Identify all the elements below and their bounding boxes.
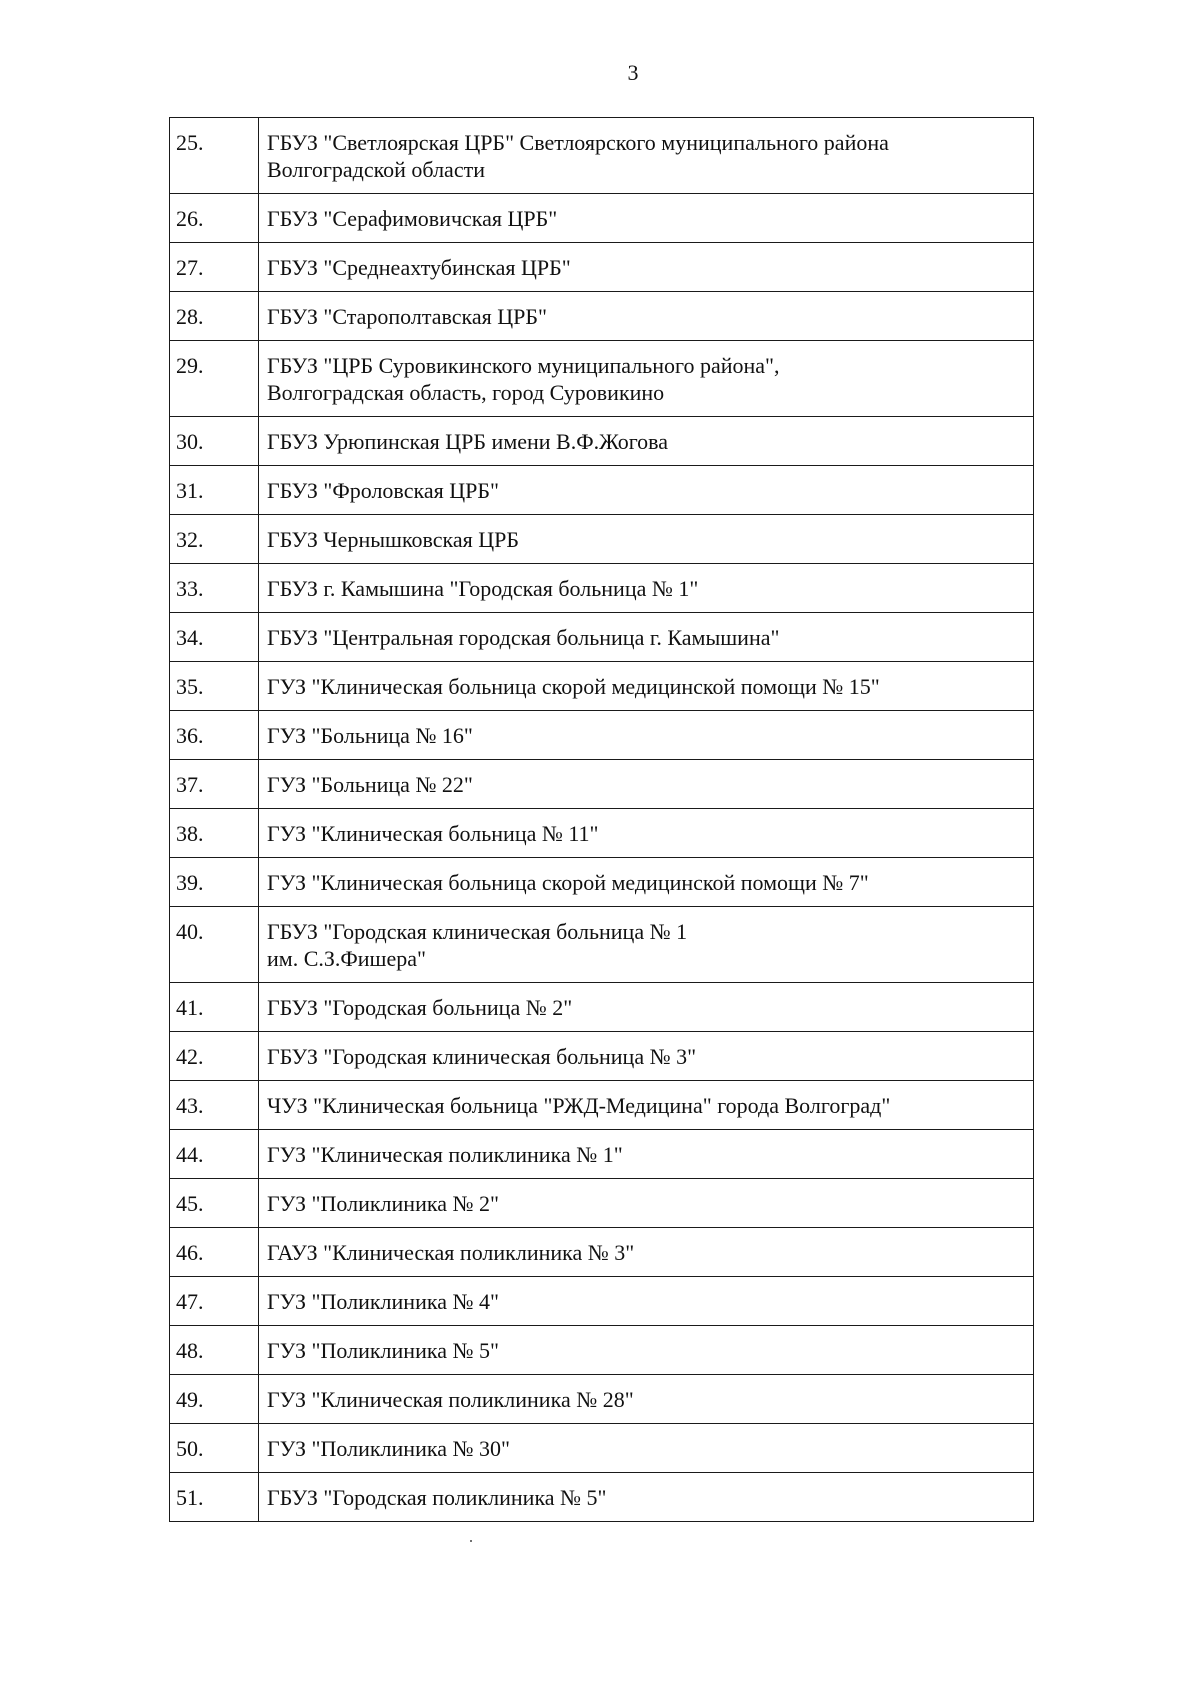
institution-name — [259, 1375, 1034, 1424]
institution-name-line: Волгоградская область, город Суровикино — [267, 380, 665, 405]
row-number: 45. — [170, 1179, 259, 1228]
institution-name-line: ГБУЗ "Городская клиническая больница № 3" — [267, 1044, 697, 1069]
table-row — [170, 858, 1034, 907]
institution-name — [259, 1277, 1034, 1326]
institution-name-line: ГБУЗ Урюпинская ЦРБ имени В.Ф.Жогова — [267, 429, 669, 454]
institution-name — [259, 662, 1034, 711]
institution-name-line: им. С.З.Фишера" — [267, 946, 426, 971]
table-row — [170, 1081, 1034, 1130]
institution-name-line: ЧУЗ "Клиническая больница "РЖД-Медицина" города Волгоград" — [267, 1093, 891, 1118]
table-row — [170, 711, 1034, 760]
table-row — [170, 1130, 1034, 1179]
table-row — [170, 1179, 1034, 1228]
institution-name — [259, 194, 1034, 243]
institution-name-line: ГУЗ "Поликлиника № 2" — [267, 1191, 499, 1216]
row-number: 41. — [170, 983, 259, 1032]
institution-name-line: ГУЗ "Поликлиника № 30" — [267, 1436, 510, 1461]
table-row — [170, 417, 1034, 466]
institution-name-line: ГБУЗ г. Камышина "Городская больница № 1" — [267, 576, 699, 601]
institution-name-line: ГУЗ "Клиническая поликлиника № 28" — [267, 1387, 634, 1412]
table-row — [170, 1326, 1034, 1375]
institution-name-line: ГБУЗ Чернышковская ЦРБ — [267, 527, 520, 552]
institution-name — [259, 1081, 1034, 1130]
table-row — [170, 1473, 1034, 1522]
row-number: 48. — [170, 1326, 259, 1375]
institution-name-line: ГУЗ "Больница № 22" — [267, 772, 473, 797]
institution-name — [259, 1130, 1034, 1179]
institutions-table — [169, 117, 1034, 1522]
row-number: 49. — [170, 1375, 259, 1424]
row-number: 42. — [170, 1032, 259, 1081]
table-row — [170, 907, 1034, 983]
institution-name-line: ГУЗ "Клиническая поликлиника № 1" — [267, 1142, 623, 1167]
row-number: 40. — [170, 907, 259, 983]
table-row — [170, 243, 1034, 292]
institution-name — [259, 243, 1034, 292]
institution-name-line: ГБУЗ "Фроловская ЦРБ" — [267, 478, 499, 503]
table-row — [170, 194, 1034, 243]
row-number: 46. — [170, 1228, 259, 1277]
row-number: 34. — [170, 613, 259, 662]
table-row — [170, 1277, 1034, 1326]
institution-name — [259, 1424, 1034, 1473]
row-number: 37. — [170, 760, 259, 809]
institution-name — [259, 292, 1034, 341]
row-number: 31. — [170, 466, 259, 515]
institution-name — [259, 341, 1034, 417]
row-number: 27. — [170, 243, 259, 292]
row-number: 47. — [170, 1277, 259, 1326]
institution-name — [259, 1326, 1034, 1375]
table-row — [170, 515, 1034, 564]
scan-speck — [470, 1540, 472, 1542]
institutions-table-body — [170, 118, 1034, 1522]
row-number: 44. — [170, 1130, 259, 1179]
table-row — [170, 292, 1034, 341]
institution-name-line: ГБУЗ "Городская поликлиника № 5" — [267, 1485, 607, 1510]
row-number: 39. — [170, 858, 259, 907]
row-number: 28. — [170, 292, 259, 341]
table-row — [170, 809, 1034, 858]
institution-name-line: ГБУЗ "Старополтавская ЦРБ" — [267, 304, 548, 329]
institution-name — [259, 711, 1034, 760]
row-number: 29. — [170, 341, 259, 417]
institution-name-line: ГБУЗ "Городская клиническая больница № 1 — [267, 919, 688, 944]
institution-name — [259, 613, 1034, 662]
table-row — [170, 983, 1034, 1032]
row-number: 33. — [170, 564, 259, 613]
row-number: 30. — [170, 417, 259, 466]
row-number: 38. — [170, 809, 259, 858]
institution-name — [259, 417, 1034, 466]
institution-name — [259, 1473, 1034, 1522]
institution-name — [259, 858, 1034, 907]
institution-name — [259, 466, 1034, 515]
institution-name — [259, 983, 1034, 1032]
row-number: 36. — [170, 711, 259, 760]
institution-name-line: ГБУЗ "Светлоярская ЦРБ" Светлоярского муниципального района — [267, 130, 889, 155]
institution-name-line: ГБУЗ "Серафимовичская ЦРБ" — [267, 206, 558, 231]
row-number: 50. — [170, 1424, 259, 1473]
institution-name-line: ГБУЗ "Городская больница № 2" — [267, 995, 573, 1020]
institution-name-line: ГБУЗ "ЦРБ Суровикинского муниципального района", — [267, 353, 780, 378]
row-number: 26. — [170, 194, 259, 243]
table-row — [170, 1424, 1034, 1473]
table-row — [170, 760, 1034, 809]
institution-name — [259, 1179, 1034, 1228]
institution-name — [259, 564, 1034, 613]
row-number: 35. — [170, 662, 259, 711]
institution-name-line: Волгоградской области — [267, 157, 485, 182]
table-row — [170, 118, 1034, 194]
table-row — [170, 341, 1034, 417]
institution-name-line: ГУЗ "Поликлиника № 4" — [267, 1289, 499, 1314]
institution-name-line: ГУЗ "Больница № 16" — [267, 723, 473, 748]
page-number: 3 — [627, 60, 639, 85]
institution-name — [259, 1032, 1034, 1081]
row-number: 51. — [170, 1473, 259, 1522]
institution-name-line: ГБУЗ "Центральная городская больница г. Камышина" — [267, 625, 780, 650]
institution-name — [259, 760, 1034, 809]
institution-name — [259, 1228, 1034, 1277]
table-row — [170, 613, 1034, 662]
institution-name-line: ГУЗ "Клиническая больница скорой медицинской помощи № 7" — [267, 870, 869, 895]
table-row — [170, 1032, 1034, 1081]
table-row — [170, 466, 1034, 515]
institution-name — [259, 515, 1034, 564]
table-row — [170, 1375, 1034, 1424]
institution-name — [259, 118, 1034, 194]
table-row — [170, 564, 1034, 613]
institution-name-line: ГУЗ "Поликлиника № 5" — [267, 1338, 499, 1363]
institution-name — [259, 907, 1034, 983]
table-row — [170, 662, 1034, 711]
institution-name-line: ГАУЗ "Клиническая поликлиника № 3" — [267, 1240, 635, 1265]
institution-name-line: ГБУЗ "Среднеахтубинская ЦРБ" — [267, 255, 571, 280]
row-number: 25. — [170, 118, 259, 194]
row-number: 43. — [170, 1081, 259, 1130]
institution-name-line: ГУЗ "Клиническая больница № 11" — [267, 821, 599, 846]
table-row — [170, 1228, 1034, 1277]
row-number: 32. — [170, 515, 259, 564]
institution-name-line: ГУЗ "Клиническая больница скорой медицинской помощи № 15" — [267, 674, 880, 699]
institution-name — [259, 809, 1034, 858]
